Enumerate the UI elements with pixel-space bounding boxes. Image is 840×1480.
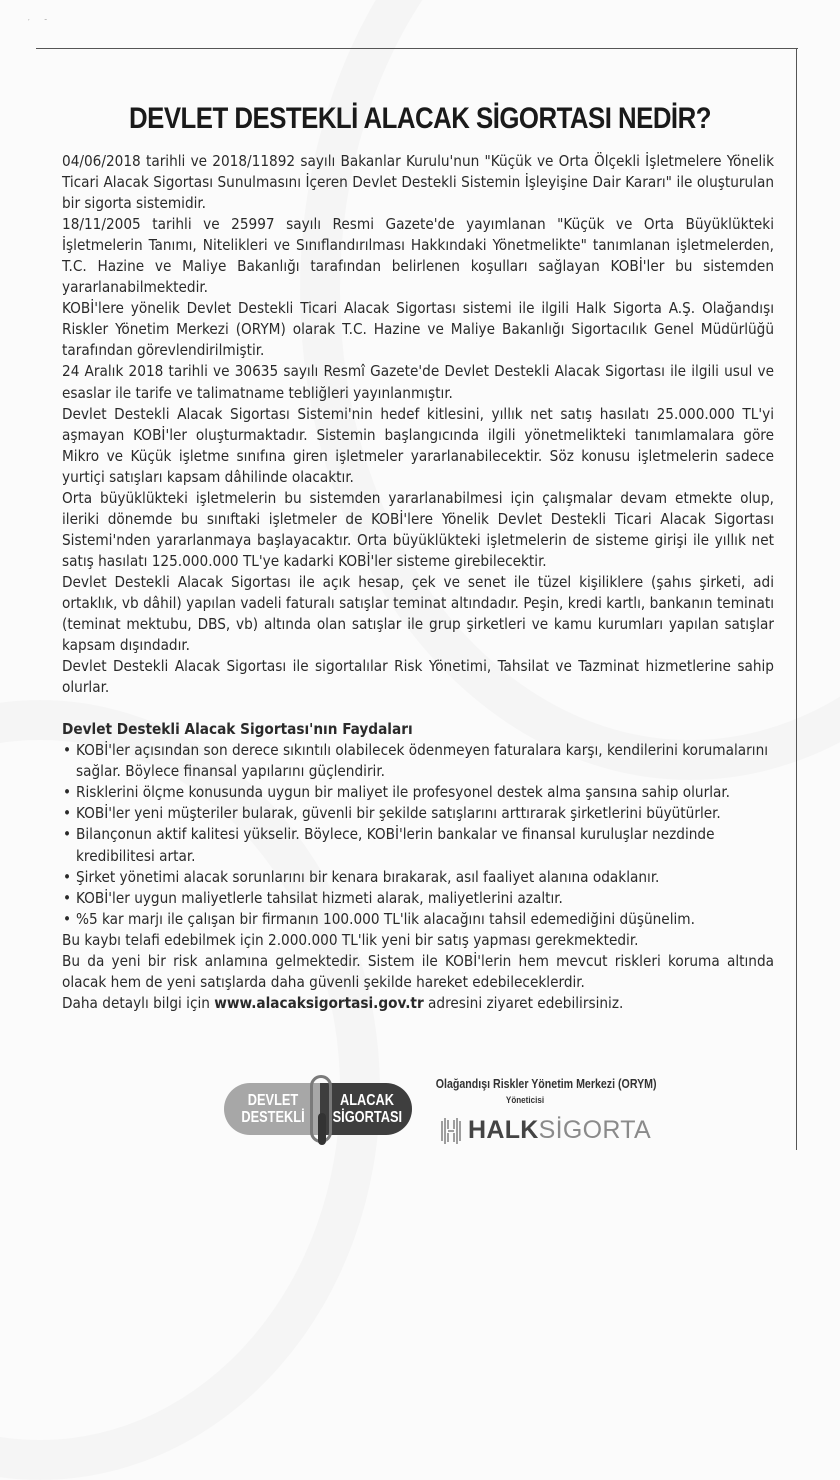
benefit-item: • %5 kar marjı ile çalışan bir firmanın 100.000 TL'lik alacağını tahsil edemediğini düşünelim. [62, 909, 774, 930]
paragraph: KOBİ'lere yönelik Devlet Destekli Ticari Alacak Sigortası sistemi ile ilgili Halk Sigorta A.Ş. Olağandışı Riskler Yönetim Merkezi (ORYM) olarak T.C. Hazine ve Maliye Bakanlığı Sigortacılık Genel Müdürlüğü tarafından görevlendirilmiştir. [62, 299, 774, 360]
scan-artifact: ′ ˉ [28, 18, 54, 27]
halk-sigorta-logo [440, 1113, 651, 1147]
benefit-item: • KOBİ'ler açısından son derece sıkıntılı olabilecek ödenmeyen faturalara karşı, kendilerini korumalarını sağlar. Böylece finansal yapılarını güçlendirir. [62, 740, 774, 782]
more-info-prefix: Daha detaylı bilgi için [62, 993, 215, 1012]
paragraph: Devlet Destekli Alacak Sigortası ile sigortalılar Risk Yönetimi, Tahsilat ve Tazminat hizmetlerine sahip olurlar. [62, 657, 774, 697]
orym-subtitle: Yöneticisi [505, 1095, 545, 1106]
paragraph: Devlet Destekli Alacak Sigortası ile açık hesap, çek ve senet ile tüzel kişiliklere (şahıs şirketi, adi ortaklık, vb dâhil) yapılan vadeli faturalı satışlar teminat altındadır. Peşin, kredi kartlı, bankanın teminatı (teminat mektubu, DBS, vb) altında olan satışlar ile grup şirketleri ve kamu kurumları yapılan satışlar kapsam dışındadır. [62, 572, 774, 655]
brand-bold: HALK [468, 1115, 539, 1144]
benefit-item: • KOBİ'ler yeni müşteriler bularak, güvenli bir şekilde satışlarını arttırarak şirketlerini büyütürler. [62, 803, 774, 824]
devlet-destekli-alacak-sigortasi-logo [224, 1075, 412, 1139]
logo-right-line2: SİGORTASI [332, 1109, 403, 1126]
closing-paragraph: Bu da yeni bir risk anlamına gelmektedir. Sistem ile KOBİ'lerin hem mevcut riskleri koruma altında olacak hem de yeni satışlarda daha güvenli şekilde hareket edebileceklerdir. [62, 951, 774, 991]
benefits-heading: Devlet Destekli Alacak Sigortası'nın Faydaları [62, 720, 413, 739]
benefits-list [62, 740, 774, 929]
frame-top-rule [36, 48, 798, 49]
benefit-item: • Şirket yönetimi alacak sorunlarını bir kenara bırakarak, asıl faaliyet alanına odaklanır. [62, 867, 774, 888]
paragraph: Orta büyüklükteki işletmelerin bu sistemden yararlanabilmesi için çalışmalar devam etmekte olup, ileriki dönemde bu sınıftaki işletmeler de KOBİ'lere Yönelik Devlet Destekli Ticari Alacak Sigortası Sistemi'nden yararlanmaya başlayacaktır. Orta büyüklükteki işletmelerin de sisteme girişi ile yıllık net satış hasılatı 125.000.000 TL'ye kadarki KOBİ'ler sisteme girebilecektir. [62, 488, 774, 570]
paragraph: 24 Aralık 2018 tarihli ve 30635 sayılı Resmî Gazete'de Devlet Destekli Alacak Sigortası ile ilgili usul ve esaslar ile tarife ve talimatname tebliğleri yayınlanmıştır. [62, 362, 774, 402]
spacer [62, 698, 774, 719]
chain-link-dark-icon [318, 1113, 326, 1145]
document-body [62, 151, 774, 1014]
logo-left-text [237, 1092, 309, 1126]
logo-left-line1: DEVLET [247, 1092, 299, 1109]
benefit-item: • Bilançonun aktif kalitesi yükselir. Böylece, KOBİ'lerin bankalar ve finansal kuruluşlar nezdinde kredibilitesi artar. [62, 824, 774, 866]
halk-sigorta-mark-icon [440, 1115, 462, 1145]
frame-right-rule [796, 48, 797, 1150]
logo-right-text [333, 1092, 402, 1126]
website-link[interactable]: www.alacaksigortasi.gov.tr [214, 993, 424, 1012]
paragraph: Devlet Destekli Alacak Sigortası Sistemi'nin hedef kitlesini, yıllık net satış hasılatı 25.000.000 TL'yi aşmayan KOBİ'ler oluşturmaktadır. Sistemin başlangıcında ilgili yönetmelikteki tanımlamalara göre Mikro ve Küçük işletme sınıfına giren işletmeler yararlanabilecektir. Söz konusu işletmelerin sadece yurtiçi satışları kapsam dâhilinde olacaktır. [62, 404, 774, 486]
paragraph: 04/06/2018 tarihli ve 2018/11892 sayılı Bakanlar Kurulu'nun "Küçük ve Orta Ölçekli İşletmelere Yönelik Ticari Alacak Sigortası Sunulmasını İçeren Devlet Destekli Sistemin İşleyişine Dair Kararı" ile oluşturulan bir sigorta sistemidir. [62, 152, 774, 213]
orym-title: Olağandışı Riskler Yönetim Merkezi (ORYM) [435, 1077, 657, 1091]
benefit-item: • KOBİ'ler uygun maliyetlerle tahsilat hizmeti alarak, maliyetlerini azaltır. [62, 888, 774, 909]
brand-light: SİGORTA [538, 1115, 651, 1144]
benefit-item: • Risklerini ölçme konusunda uygun bir maliyet ile profesyonel destek alma şansına sahip olurlar. [62, 782, 774, 803]
logo-right-line1: ALACAK [339, 1092, 395, 1109]
page-title: DEVLET DESTEKLİ ALACAK SİGORTASI NEDİR? [129, 102, 711, 136]
logo-left-line2: DESTEKLİ [241, 1109, 305, 1126]
orym-caption [420, 1077, 657, 1106]
more-info-suffix: adresini ziyaret edebilirsiniz. [423, 993, 624, 1012]
more-info-line [62, 993, 774, 1014]
halk-sigorta-wordmark [468, 1116, 651, 1145]
closing-paragraph: Bu kaybı telafi edebilmek için 2.000.000 TL'lik yeni bir satış yapması gerekmektedir. [62, 930, 639, 949]
paragraph: 18/11/2005 tarihli ve 25997 sayılı Resmi Gazete'de yayımlanan "Küçük ve Orta Büyüklükteki İşletmelerin Tanımı, Nitelikleri ve Sınıflandırılması Hakkındaki Yönetmelikte" tanımlanan işletmelerden, T.C. Hazine ve Maliye Bakanlığı tarafından belirlenen koşulları sağlayan KOBİ'ler bu sistemden yararlanabilmektedir. [62, 215, 774, 297]
